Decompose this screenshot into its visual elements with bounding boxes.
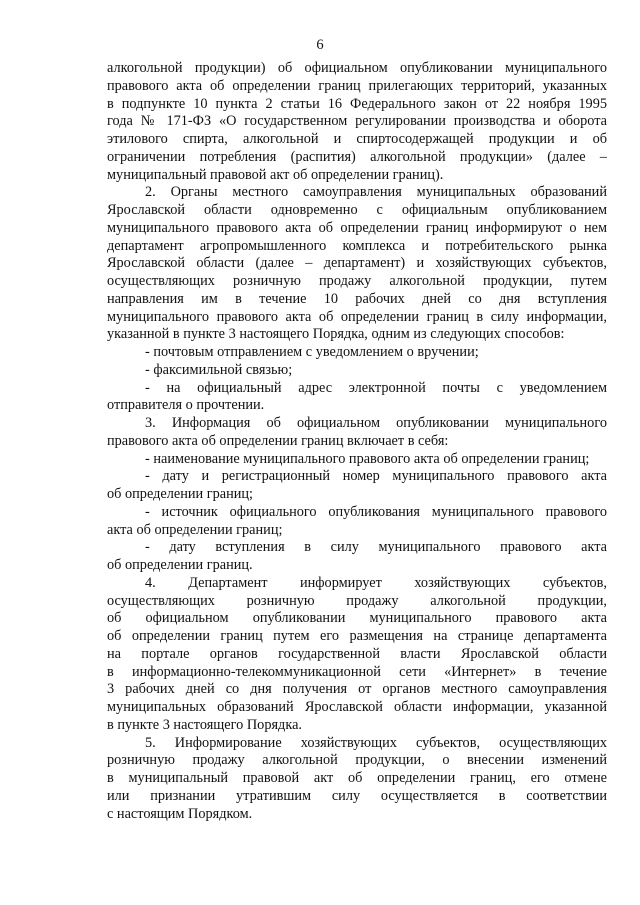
- text-line: Ярославской области одновременно с официальным опубликованием: [107, 202, 607, 218]
- text-line: ограничении потребления (распития) алкогольной продукции» (далее –: [107, 148, 607, 165]
- text-line: алкогольной продукции) об официальном опубликовании муниципального: [107, 60, 607, 76]
- text-line: в подпункте 10 пункта 2 статьи 16 Федерального закон от 22 ноября 1995: [107, 95, 607, 112]
- text-line: - на официальный адрес электронной почты с уведомлением: [145, 379, 607, 396]
- text-line: об определении границ.: [107, 557, 253, 573]
- body-text: [107, 60, 607, 823]
- text-line: - дату вступления в силу муниципального правового акта: [145, 539, 607, 556]
- text-line: этилового спирта, алкогольной и спиртосодержащей продукции и об: [107, 131, 607, 147]
- text-line: Ярославской области (далее – департамент) и хозяйствующих субъектов,: [107, 255, 607, 272]
- text-line: - источник официального опубликования муниципального правового: [145, 503, 607, 520]
- text-line: муниципальных образований Ярославской области информации, указанной: [107, 699, 607, 715]
- text-line: или признании утратившим силу осуществляется в соответствии: [107, 787, 607, 804]
- text-line: года № 171-ФЗ «О государственном регулировании производства и оборота: [107, 113, 607, 130]
- page-number: 6: [316, 37, 324, 53]
- text-line: акта об определении границ;: [107, 521, 283, 538]
- text-line: - почтовым отправлением с уведомлением о вручении;: [145, 344, 479, 360]
- text-line: 2. Органы местного самоуправления муниципальных образований: [145, 184, 607, 201]
- text-line: муниципального правового акта об определении границ информируют о нем: [107, 219, 607, 236]
- text-line: в пункте 3 настоящего Порядка.: [107, 716, 302, 733]
- text-line: розничную продажу алкогольной продукции, о внесении изменений: [107, 752, 607, 769]
- text-line: - факсимильной связью;: [145, 361, 293, 378]
- text-line: в муниципальный правовой акт об определении границ, его отмене: [107, 770, 607, 786]
- text-line: муниципального правового акта об определении границ в силу информации,: [107, 308, 607, 325]
- text-line: об официальном опубликовании муниципального правового акта: [107, 610, 607, 627]
- text-line: 4. Департамент информирует хозяйствующих субъектов,: [145, 574, 607, 591]
- text-line: направления им в течение 10 рабочих дней со дня вступления: [107, 290, 607, 307]
- text-line: 5. Информирование хозяйствующих субъектов, осуществляющих: [145, 734, 607, 751]
- text-line: в информационно-телекоммуникационной сети «Интернет» в течение: [107, 663, 607, 680]
- text-line: правового акта об определении границ включает в себя:: [107, 432, 449, 449]
- text-line: - наименование муниципального правового акта об определении границ;: [145, 450, 590, 467]
- text-line: 3 рабочих дней со дня получения от органов местного самоуправления: [107, 681, 607, 698]
- text-line: - дату и регистрационный номер муниципального правового акта: [145, 468, 607, 485]
- text-line: осуществляющих розничную продажу алкогольной продукции, путем: [107, 273, 607, 289]
- text-line: муниципальный правовой акт об определении границ).: [107, 166, 444, 183]
- text-line: указанной в пункте 3 настоящего Порядка, одним из следующих способов:: [107, 326, 565, 343]
- text-line: об определении границ;: [107, 486, 254, 502]
- text-line: 3. Информация об официальном опубликовании муниципального: [145, 415, 607, 431]
- text-line: об определении границ путем его размещения на странице департамента: [107, 628, 607, 644]
- text-line: правового акта об определении границ прилегающих территорий, указанных: [107, 77, 607, 94]
- text-line: осуществляющих розничную продажу алкогольной продукции,: [107, 592, 607, 609]
- text-line: отправителя о прочтении.: [107, 397, 265, 414]
- text-line: на портале органов государственной власти Ярославской области: [107, 645, 607, 662]
- text-line: департамент агропромышленного комплекса и потребительского рынка: [107, 237, 607, 254]
- text-line: с настоящим Порядком.: [107, 805, 253, 822]
